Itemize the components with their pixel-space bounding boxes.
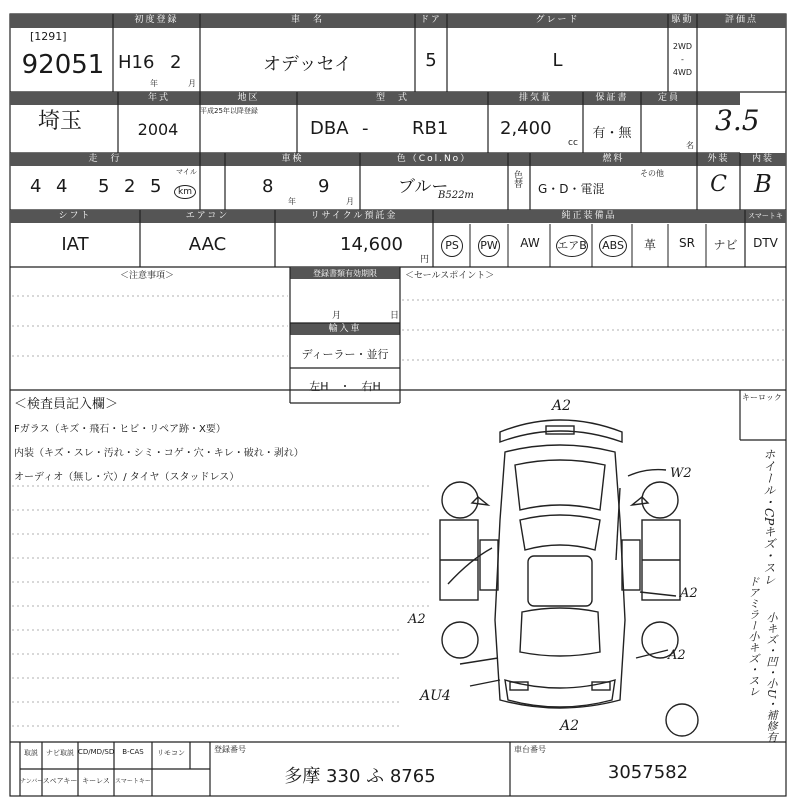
inspector-title: ＜検査員記入欄＞ [14,397,119,412]
model-type-dash: - [362,118,369,139]
region-value: 埼玉 [37,109,82,134]
doors-label: ドア [420,15,442,25]
displacement-label: 排気量 [518,93,552,103]
drive-4wd: 4WD [672,68,693,77]
capacity-unit: 名 [686,141,694,150]
equipment-item: PS [436,234,468,257]
expiry-month: 月 [332,311,342,321]
equipment-item: ABS [595,234,631,257]
damage-mark: A2 [668,648,686,663]
option-manual: 取説 [24,749,38,757]
fuel-other-label: その他 [640,169,664,178]
inspector-line-2: 内装（キズ・スレ・汚れ・シミ・コゲ・穴・キレ・破れ・剥れ） [14,448,304,459]
year-mark: 年 [150,79,158,88]
model-type-prefix: DBA [310,118,349,139]
shift-value: IAT [61,234,89,255]
mileage-digit: 4 [56,176,68,197]
first-reg-month: 2 [170,52,182,73]
expiry-day: 日 [390,311,400,321]
recycle-fee: 14,600 [340,234,403,255]
option-number: ナンバー [20,778,44,785]
year-model-value: 2004 [137,120,179,139]
notes-label: ＜注意事項＞ [120,271,175,281]
color-label: 色（Col.No） [396,154,472,164]
exterior-value: C [710,172,727,197]
fuel-label: 燃料 [602,154,625,164]
displacement-value: 2,400 [500,118,552,139]
drive-2wd: 2WD [672,42,693,51]
option-spare-key: スペアキー [42,777,78,785]
keylock-label: キーロック [742,393,782,402]
aircon-value: AAC [188,234,227,255]
warranty-label: 保証書 [595,93,629,103]
mileage-label: 走 行 [88,154,122,164]
displacement-unit: cc [568,138,578,148]
side-note-2: ドアミラー小キズ・スレ [747,576,760,697]
inspection-year: 8 [262,176,274,197]
equipment-item: ナビ [713,238,738,252]
import-type: ディーラー・並行 [301,348,389,361]
expiry-label: 登録書類有効期限 [313,269,377,278]
drive-label: 駆動 [671,15,694,25]
year-model-note: 平成25年以降登録 [200,107,258,115]
interior-label: 内装 [751,154,774,164]
mileage-unit-mile: マイル [176,168,197,176]
sales-points-label: ＜セールスポイント＞ [405,271,495,281]
damage-mark: W2 [670,466,692,481]
shift-label: シフト [58,211,92,221]
chassis-label: 車台番号 [514,745,546,754]
mileage-digit: 5 [98,176,110,197]
side-note-3: 小キズ・凹・小U・補修有 [765,612,778,743]
model-name-label: 車 名 [290,15,324,25]
grade-value: L [552,50,563,71]
recycle-unit: 円 [420,255,430,265]
region-label: 地区 [237,93,260,103]
aircon-label: エアコン [185,211,230,221]
warranty-value: 有・無 [592,126,632,141]
inspection-year-mark: 年 [288,197,296,206]
equipment-item: PW [473,234,505,257]
color-change-label: 色替 [512,170,522,188]
inspection-month-mark: 月 [346,197,354,206]
fuel-options: G・D・電混 [538,182,605,196]
option-keyless: キーレス [82,777,110,785]
damage-mark: A2 [408,612,426,627]
mileage-digit: 5 [150,176,162,197]
inspection-month: 9 [318,176,330,197]
equipment-item: DTV [753,236,778,250]
grade-label: グレード [535,15,580,25]
reg-no-value: 多摩 330 ふ 8765 [284,766,436,787]
equipment-label: 純正装備品 [561,211,617,221]
equipment-item: 革 [643,238,656,252]
lot-number: [1291] [30,30,67,43]
first-reg-label: 初度登録 [134,15,179,25]
steering: 左H ・ 右H [309,380,381,393]
score-value: 3.5 [715,104,760,137]
option-nav-manual: ナビ取説 [46,749,74,757]
capacity-label: 定員 [657,93,680,103]
option-remote: リモコン [157,749,185,757]
mileage-digit: 4 [30,176,42,197]
drive-dash: - [681,55,684,64]
damage-mark: A2 [560,718,580,734]
equipment-item: AW [520,236,540,250]
keyless-label: スマートキー [748,212,783,231]
color-code: B522m [438,190,474,201]
damage-mark: A2 [552,398,572,414]
model-type-label: 型 式 [375,93,409,103]
equipment-item: エアB [553,234,591,257]
option-cd-md-sd: CD/MD/SD [78,748,115,756]
damage-mark: AU4 [420,688,451,704]
first-reg-era: H16 [118,52,155,73]
inspector-line-1: Fガラス（キズ・飛石・ヒビ・リペア跡・X要） [14,424,226,435]
equipment-item: SR [679,236,695,250]
color-value: ブルー [398,177,449,197]
option-smart-key: スマートキー [115,778,151,785]
import-label: 輸入車 [328,324,362,334]
doors-value: 5 [425,50,437,71]
score-label: 評価点 [724,15,758,25]
inspector-line-3: オーディオ（無し・穴）/ タイヤ（スタッドレス） [14,472,240,483]
month-mark: 月 [188,79,196,88]
chassis-value: 3057582 [607,762,689,783]
mileage-digit: 2 [124,176,136,197]
option-bcas: B-CAS [122,748,144,756]
inspection-label: 車検 [281,154,304,164]
model-type-code: RB1 [412,118,449,139]
recycle-label: リサイクル預託金 [310,211,398,221]
exterior-label: 外装 [707,154,730,164]
auction-number: 92051 [21,50,105,80]
mileage-unit-km: km [174,185,196,199]
damage-mark: A2 [680,586,698,601]
side-note-1: ホイール・CPキズ・スレ [762,448,776,586]
interior-value: B [754,170,772,198]
model-name: オデッセイ [262,54,353,75]
reg-no-label: 登録番号 [214,745,246,754]
year-model-label: 年式 [147,93,170,103]
